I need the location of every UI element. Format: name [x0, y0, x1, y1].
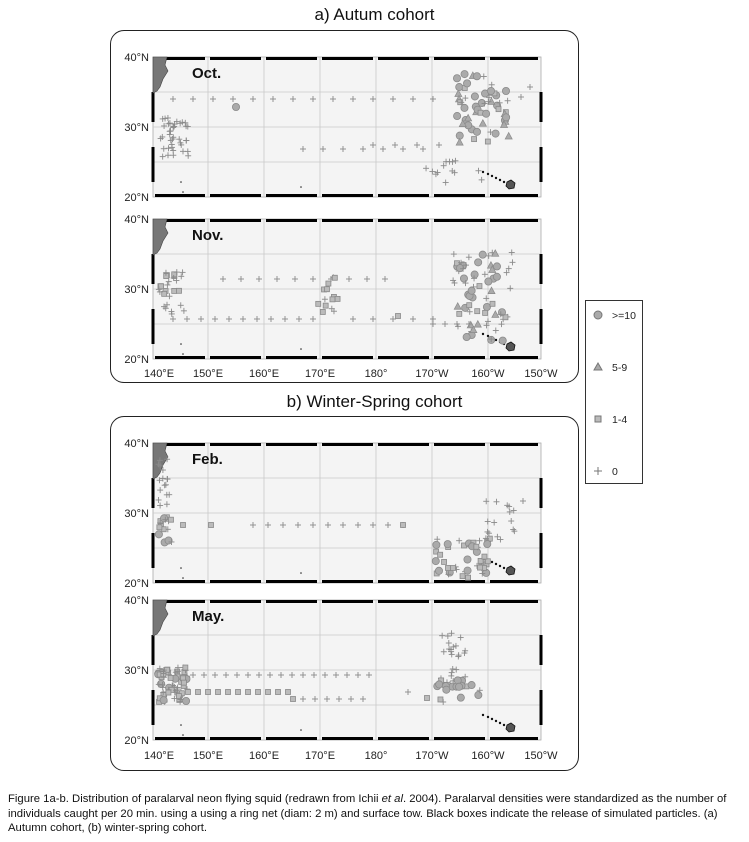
legend-circle-icon	[594, 311, 602, 319]
lat-tick-label: 30°N	[124, 284, 149, 296]
panel-a-title: a) Autum cohort	[314, 5, 435, 24]
circle-marker	[460, 275, 467, 282]
circle-marker	[454, 112, 461, 119]
square-marker	[475, 309, 480, 314]
circle-marker	[503, 114, 510, 121]
square-marker	[332, 275, 337, 280]
square-marker	[438, 697, 443, 702]
lat-tick-label: 40°N	[124, 214, 149, 226]
lon-tick-label: 140°E	[143, 750, 175, 762]
lat-tick-label: 40°N	[124, 438, 149, 450]
legend-label: 1-4	[612, 414, 628, 426]
island	[180, 567, 182, 569]
month-label: May.	[192, 608, 225, 625]
circle-marker	[463, 80, 470, 87]
square-marker	[256, 690, 261, 695]
map-feb	[124, 438, 541, 590]
square-marker	[168, 517, 173, 522]
hawaii-island	[499, 179, 501, 181]
circle-marker	[461, 70, 468, 77]
square-marker	[496, 107, 501, 112]
lon-tick-label: 150°E	[192, 368, 224, 380]
circle-marker	[160, 697, 167, 704]
circle-marker	[455, 683, 462, 690]
square-marker	[482, 554, 487, 559]
month-label: Feb.	[192, 451, 223, 468]
square-marker	[438, 552, 443, 557]
legend-square-icon	[595, 416, 601, 422]
island	[182, 734, 184, 736]
square-marker	[401, 523, 406, 528]
circle-marker	[483, 110, 490, 117]
circle-marker	[433, 541, 440, 548]
legend-label: >=10	[612, 310, 636, 322]
island	[300, 729, 302, 731]
square-marker	[477, 565, 482, 570]
circle-marker	[487, 87, 494, 94]
lon-tick-label: 170°E	[304, 750, 336, 762]
circle-marker	[464, 567, 471, 574]
lon-tick-label: 170°W	[415, 368, 449, 380]
hawaii-island	[495, 720, 497, 722]
legend-symbols	[586, 301, 642, 483]
lat-tick-label: 20°N	[124, 735, 149, 747]
island	[180, 724, 182, 726]
square-marker	[483, 310, 488, 315]
square-marker	[451, 566, 456, 571]
hawaii-island	[491, 175, 493, 177]
square-marker	[196, 690, 201, 695]
lat-tick-label: 20°N	[124, 192, 149, 204]
square-marker	[330, 297, 335, 302]
lat-tick-label: 40°N	[124, 595, 149, 607]
square-marker	[286, 690, 291, 695]
hawaii-island	[495, 177, 497, 179]
circle-marker	[468, 681, 475, 688]
circle-marker	[471, 271, 478, 278]
square-marker	[467, 303, 472, 308]
square-marker	[324, 287, 329, 292]
hawaii-island	[495, 563, 497, 565]
lat-tick-label: 30°N	[124, 508, 149, 520]
square-marker	[326, 281, 331, 286]
square-marker	[396, 314, 401, 319]
lon-tick-label: 160°W	[471, 368, 505, 380]
square-marker	[335, 296, 340, 301]
circle-marker	[468, 287, 475, 294]
circle-marker	[473, 128, 480, 135]
square-marker	[457, 311, 462, 316]
circle-marker	[463, 333, 470, 340]
square-marker	[177, 288, 182, 293]
legend	[585, 300, 643, 484]
hawaii-island	[499, 722, 501, 724]
square-marker	[266, 690, 271, 695]
hawaii-island	[491, 561, 493, 563]
island	[182, 191, 184, 193]
circle-marker	[435, 567, 442, 574]
circle-marker	[456, 265, 463, 272]
map-nov	[124, 214, 541, 366]
square-marker	[485, 559, 490, 564]
circle-marker	[232, 103, 239, 110]
circle-marker	[484, 540, 491, 547]
circle-marker	[464, 556, 471, 563]
square-marker	[172, 288, 177, 293]
panel-b-title: b) Winter-Spring cohort	[286, 392, 463, 411]
lon-tick-label: 160°E	[248, 750, 280, 762]
square-marker	[206, 690, 211, 695]
square-marker	[157, 525, 162, 530]
square-marker	[474, 544, 479, 549]
lon-tick-label: 150°E	[192, 750, 224, 762]
island	[180, 343, 182, 345]
lon-tick-label: 160°W	[471, 750, 505, 762]
square-marker	[425, 696, 430, 701]
circle-marker	[475, 691, 482, 698]
map-may	[124, 595, 541, 747]
legend-label: 0	[612, 466, 618, 478]
map-oct	[124, 52, 541, 204]
lon-tick-label: 170°E	[304, 368, 336, 380]
hawaii-island	[482, 171, 484, 173]
square-marker	[490, 301, 495, 306]
circle-marker	[456, 83, 463, 90]
circle-marker	[502, 87, 509, 94]
circle-marker	[485, 278, 492, 285]
hawaii-island	[482, 333, 484, 335]
circle-marker	[443, 686, 450, 693]
circle-marker	[493, 263, 500, 270]
square-marker	[159, 284, 164, 289]
square-marker	[276, 690, 281, 695]
circle-marker	[492, 130, 499, 137]
lat-tick-label: 20°N	[124, 578, 149, 590]
island	[300, 348, 302, 350]
island	[180, 181, 182, 183]
hawaii-island	[491, 718, 493, 720]
square-marker	[216, 690, 221, 695]
lon-tick-label: 180°	[364, 368, 388, 380]
square-marker	[226, 690, 231, 695]
circle-marker	[493, 273, 500, 280]
circle-marker	[473, 73, 480, 80]
square-marker	[291, 697, 296, 702]
legend-label: 5-9	[612, 362, 628, 374]
circle-marker	[182, 697, 189, 704]
legend-triangle-icon	[594, 363, 602, 370]
lon-tick-label: 150°W	[524, 368, 558, 380]
island	[300, 572, 302, 574]
lat-tick-label: 30°N	[124, 122, 149, 134]
square-marker	[168, 675, 173, 680]
circle-marker	[475, 259, 482, 266]
square-marker	[166, 690, 171, 695]
square-marker	[485, 139, 490, 144]
circle-marker	[483, 303, 490, 310]
square-marker	[183, 665, 188, 670]
lat-tick-label: 40°N	[124, 52, 149, 64]
island	[300, 186, 302, 188]
hawaii-island	[499, 565, 501, 567]
figure-caption: Figure 1a-b. Distribution of paralarval neon flying squid (redrawn from Ichii et al. 2004). Paralarval densities were standardized as the number of individuals caught per 20 min. using a using a ring net (diam: 2 m) and surface tow. Black boxes indicate the release of simulated particles. (a) Autumn cohort, (b) winter-spring cohort.	[8, 793, 727, 834]
square-marker	[323, 303, 328, 308]
hawaii-island	[503, 567, 505, 569]
lat-tick-label: 30°N	[124, 665, 149, 677]
lon-tick-label: 150°W	[524, 750, 558, 762]
square-marker	[316, 301, 321, 306]
lon-tick-label: 170°W	[415, 750, 449, 762]
circle-marker	[454, 677, 461, 684]
square-marker	[460, 574, 465, 579]
circle-marker	[461, 104, 468, 111]
lon-tick-label: 180°	[364, 750, 388, 762]
square-marker	[442, 559, 447, 564]
circle-marker	[432, 558, 439, 565]
lon-tick-label: 140°E	[143, 368, 175, 380]
square-marker	[472, 137, 477, 142]
circle-marker	[444, 541, 451, 548]
circle-marker	[499, 337, 506, 344]
island	[182, 353, 184, 355]
circle-marker	[436, 681, 443, 688]
lon-tick-label: 160°E	[248, 368, 280, 380]
circle-marker	[471, 93, 478, 100]
square-marker	[236, 690, 241, 695]
square-marker	[320, 309, 325, 314]
square-marker	[172, 272, 177, 277]
square-marker	[209, 523, 214, 528]
hawaii-island	[503, 724, 505, 726]
month-label: Oct.	[192, 65, 222, 82]
square-marker	[446, 566, 451, 571]
square-marker	[186, 690, 191, 695]
square-marker	[181, 680, 186, 685]
square-marker	[477, 284, 482, 289]
square-marker	[246, 690, 251, 695]
square-marker	[466, 575, 471, 580]
hawaii-island	[482, 714, 484, 716]
circle-marker	[457, 694, 464, 701]
circle-marker	[453, 75, 460, 82]
hawaii-island	[487, 716, 489, 718]
hawaii-island	[487, 173, 489, 175]
hawaii-island	[503, 181, 505, 183]
circle-marker	[479, 251, 486, 258]
lat-tick-label: 20°N	[124, 354, 149, 366]
month-label: Nov.	[192, 227, 224, 244]
square-marker	[181, 523, 186, 528]
island	[182, 577, 184, 579]
